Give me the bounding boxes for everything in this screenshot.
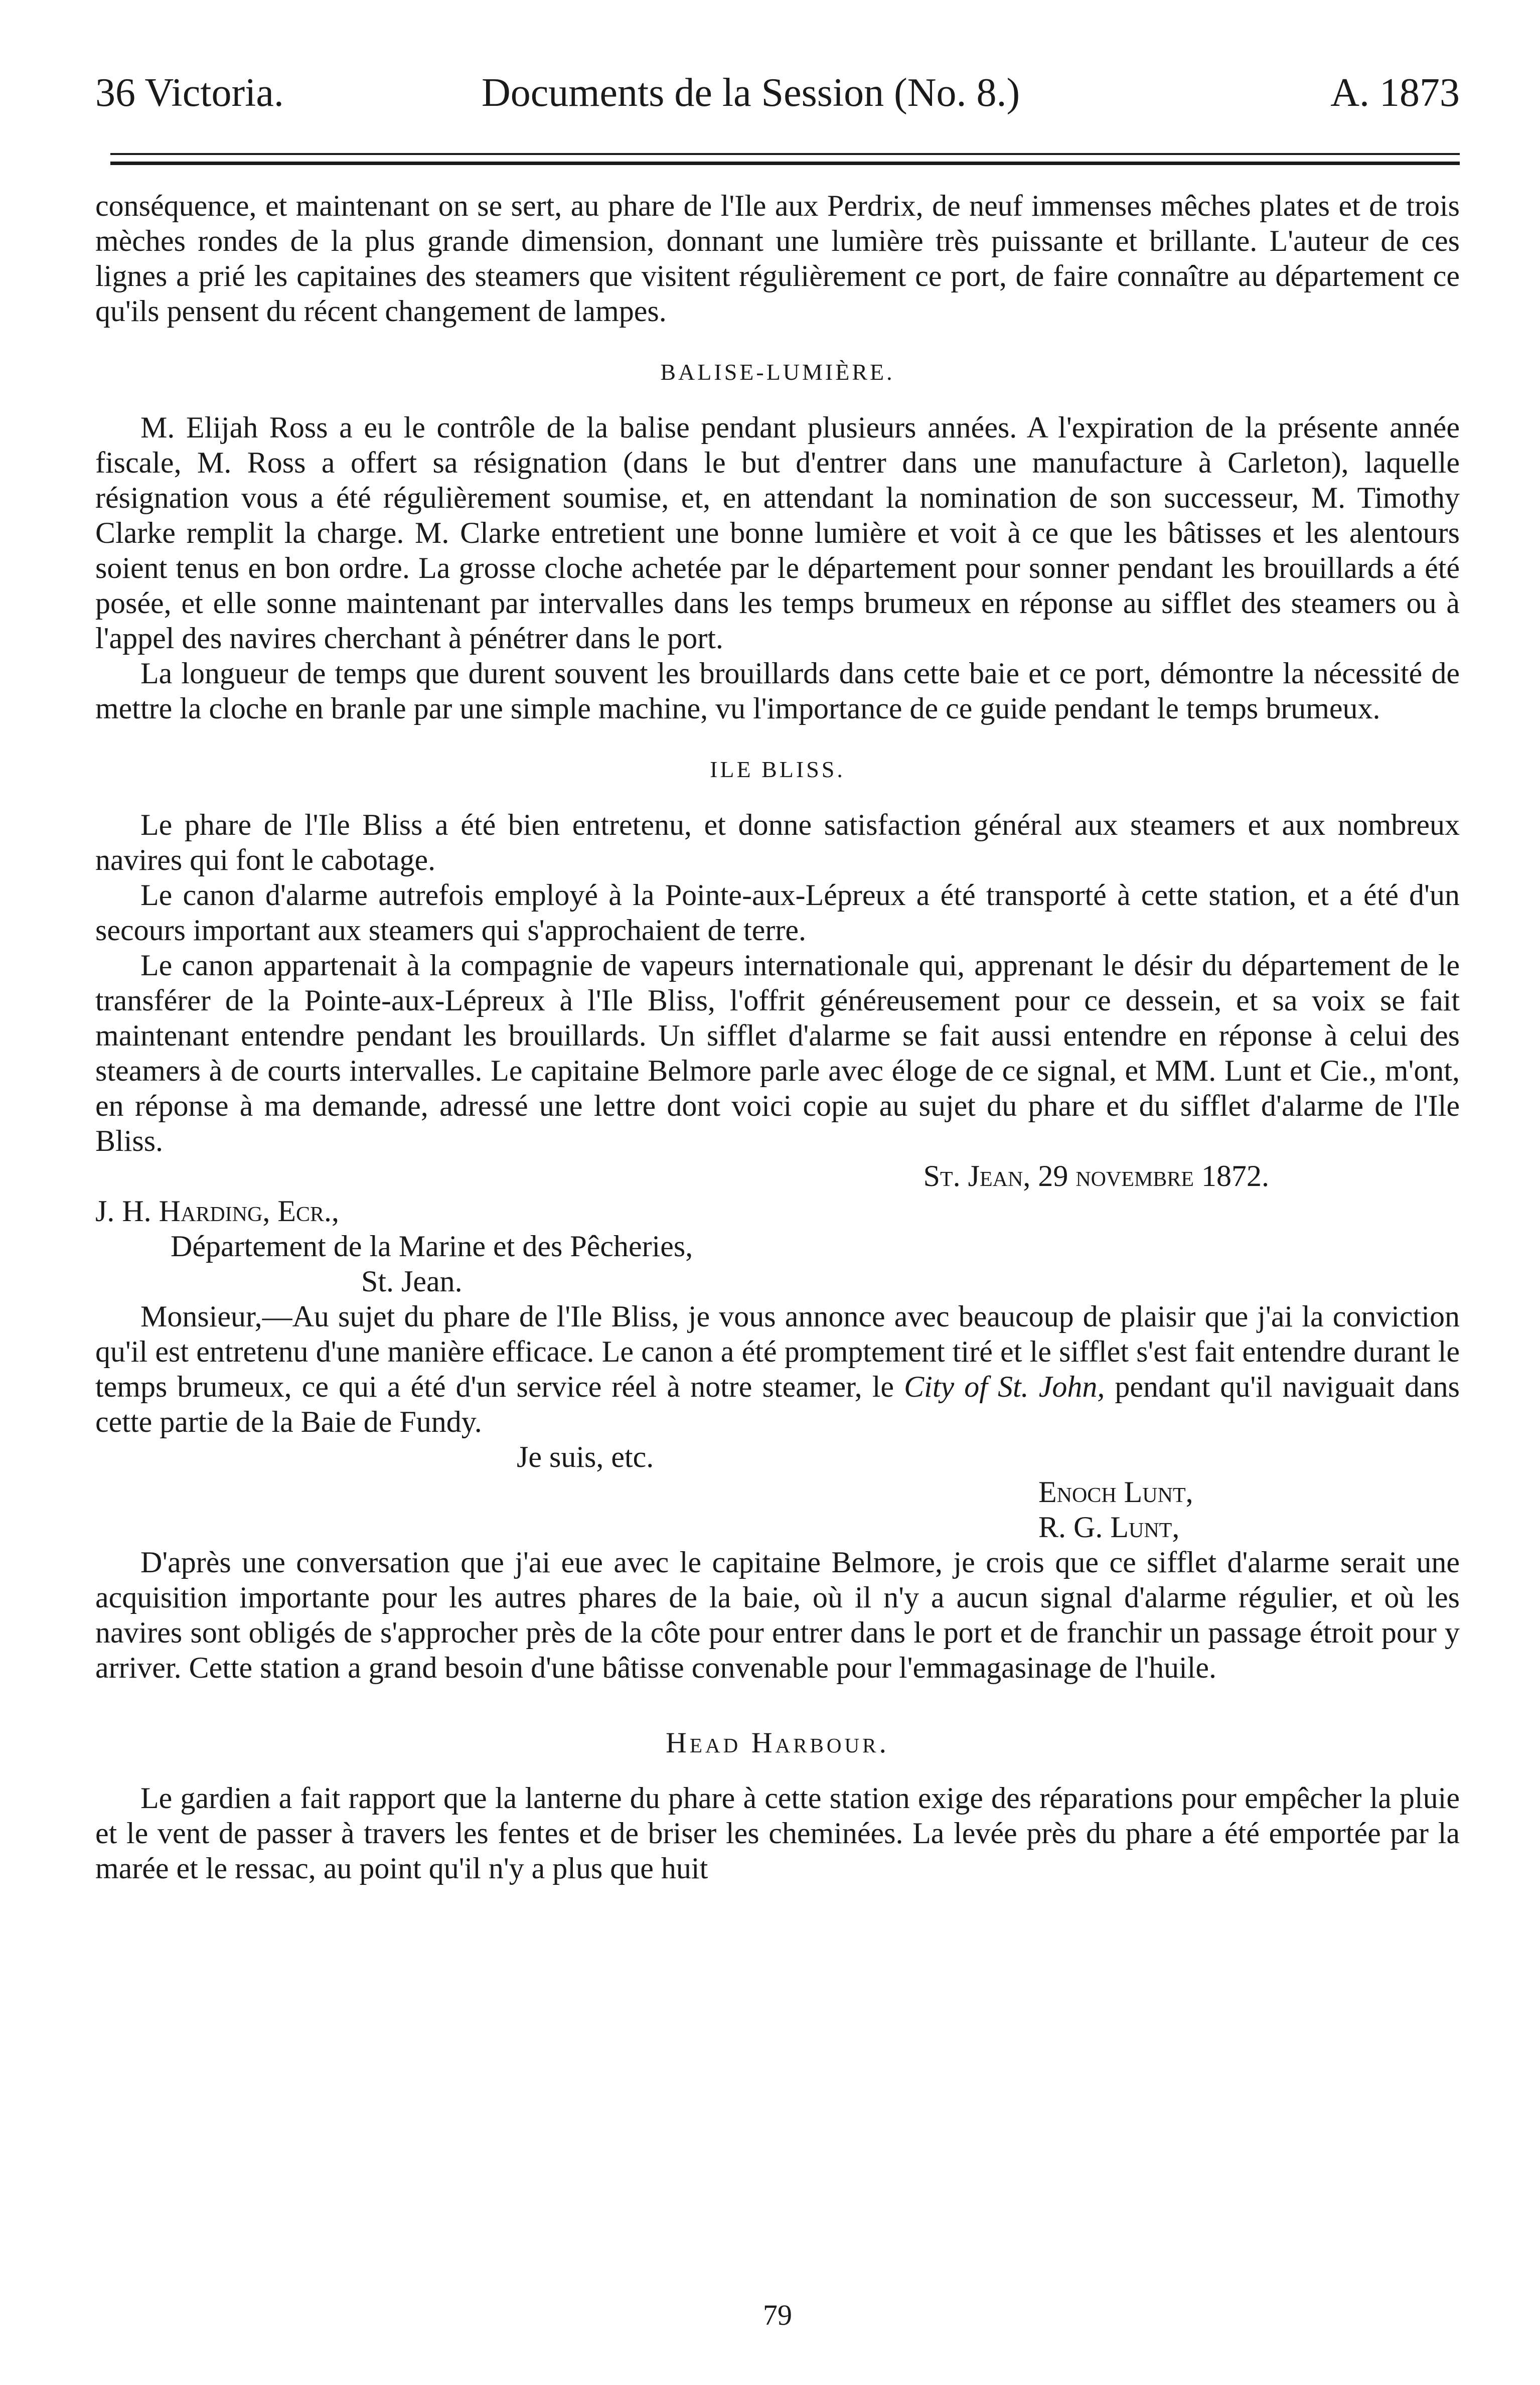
section-heading-ile-bliss: ILE BLISS. (710, 757, 845, 782)
paragraph-ile-bliss-4: D'après une conversation que j'ai eue avec le capitaine Belmore, je crois que ce sifflet d'alarme serait une acquisition importante pour les autres phares de la baie, où il n'y a aucun signal d'alarme régulier, et où les navires sont obligés de s'approcher près de la côte pour entrer dans le port et de franchir un passage étroit pour y arriver. Cette station a grand besoin d'une bâtisse convenable pour l'emmagasinage de l'huile. (95, 1546, 1460, 1684)
letter-addressee: J. H. Harding, Ecr., (95, 1195, 340, 1228)
header-rule-thin (110, 153, 1460, 155)
letter-signature-2: R. G. Lunt, (1038, 1511, 1180, 1544)
letter-signature-1: Enoch Lunt, (1038, 1475, 1193, 1509)
document-body (95, 188, 1460, 1886)
header-rule-thick (110, 162, 1460, 165)
letter-body-text-end: pendant qu'il naviguait dans cette partie de la Baie de Fundy. (95, 1370, 1460, 1438)
paragraph-ile-bliss-2: Le canon d'alarme autrefois employé à la Pointe-aux-Lépreux a été transporté à cette station, et a été d'un secours important aux steamers qui s'approchaient de terre. (95, 878, 1460, 947)
section-heading-balise: BALISE-LUMIÈRE. (660, 359, 895, 385)
paragraph-head-harbour-1: Le gardien a fait rapport que la lanterne du phare à cette station exige des réparations pour empêcher la pluie et le vent de passer à travers les fentes et de briser les cheminées. La levée près du phare a été emportée par la marée et le ressac, au point qu'il n'y a plus que huit (95, 1781, 1460, 1885)
paragraph-ile-bliss-1: Le phare de l'Ile Bliss a été bien entretenu, et donne satisfaction général aux steamers et aux nombreux navires qui font le cabotage. (95, 808, 1460, 876)
paragraph-continuation: conséquence, et maintenant on se sert, au phare de l'Ile aux Perdrix, de neuf immenses mêches plates et de trois mèches rondes de la plus grande dimension, donnant une lumière très puissante et brillante. L'auteur de ces lignes a prié les capitaines des steamers que visitent régulièrement ce port, de faire connaître au département ce qu'ils pensent du récent changement de lampes. (95, 189, 1460, 328)
letter-department: Département de la Marine et des Pêcheries, (171, 1230, 693, 1263)
running-header (95, 65, 1460, 120)
letter-ship-name: City of St. John, (904, 1370, 1105, 1403)
header-session-label: 36 Victoria. (95, 71, 284, 115)
letter-city: St. Jean. (361, 1265, 463, 1298)
section-heading-head-harbour: Head Harbour. (666, 1726, 889, 1759)
letter-body (95, 1299, 1460, 1439)
page-number: 79 (763, 2299, 792, 2331)
letter-body-text: Monsieur,—Au sujet du phare de l'Ile Bliss, je vous annonce avec beaucoup de plaisir que j'ai la conviction qu'il est entretenu d'une manière efficace. Le canon a été promptement tiré et le sifflet s'est fait entendre durant le temps brumeux, ce qui a été d'un service réel à notre steamer, le (95, 1300, 1460, 1403)
header-year: A. 1873 (1330, 71, 1460, 115)
header-document-title: Documents de la Session (No. 8.) (482, 71, 1020, 115)
letter-date: St. Jean, 29 novembre 1872. (923, 1159, 1269, 1193)
paragraph-ile-bliss-3: Le canon appartenait à la compagnie de vapeurs internationale qui, apprenant le désir du département de le transférer de la Pointe-aux-Lépreux à l'Ile Bliss, l'offrit généreusement pour ce dessein, et sa voix se fait maintenant entendre pendant les brouillards. Un sifflet d'alarme se fait aussi entendre en réponse à celui des steamers à de courts intervalles. Le capitaine Belmore parle avec éloge de ce signal, et MM. Lunt et Cie., m'ont, en réponse à ma demande, adressé une lettre dont voici copie au sujet du phare et du sifflet d'alarme de l'Ile Bliss. (95, 949, 1460, 1157)
letter-closing: Je suis, etc. (517, 1440, 654, 1473)
paragraph-balise-2: La longueur de temps que durent souvent les brouillards dans cette baie et ce port, démontre la nécessité de mettre la cloche en branle par une simple machine, vu l'importance de ce guide pendant le temps brumeux. (95, 657, 1460, 725)
paragraph-balise-1: M. Elijah Ross a eu le contrôle de la balise pendant plusieurs années. A l'expiration de la présente année fiscale, M. Ross a offert sa résignation (dans le but d'entrer dans une manufacture à Carleton), laquelle résignation vous a été régulièrement soumise, et, en attendant la nomination de son successeur, M. Timothy Clarke remplit la charge. M. Clarke entretient une bonne lumière et voit à ce que les bâtisses et les alentours soient tenus en bon ordre. La grosse cloche achetée par le département pour sonner pendant les brouillards a été posée, et elle sonne maintenant par intervalles dans les temps brumeux en réponse au sifflet des steamers ou à l'appel des navires cherchant à pénétrer dans le port. (95, 411, 1460, 655)
